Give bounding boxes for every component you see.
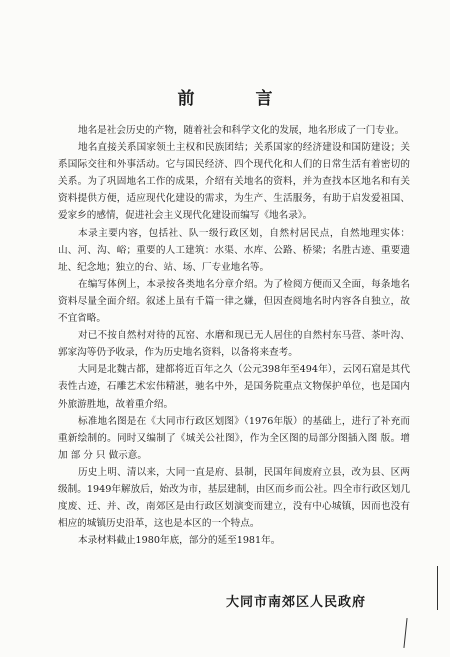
paragraph: 历史上明、清以来，大同一直是府、县制，民国年间废府立县，改为县、区两级制。1949年解放后，始改为市，基层建制，由区而乡而公社。四全市行政区划几度废、迁、并、改，南郊区是由行政区划演变而建立，没有中心城镇，因而也没有相应的城镇历史沿革，这也是本区的一个特点。 bbox=[58, 466, 410, 530]
paragraph: 标准地名图是在《大同市行政区划图》（1976年版）的基础上，进行了补充而重新绘制的。同时又编制了《城关公社图》，作为全区图的局部分图插入图 版。增 加 部 分 只 做示意。 bbox=[58, 415, 410, 461]
paragraph: 地名直接关系国家领土主权和民族团结；关系国家的经济建设和国防建设；关系国际交往和外事活动。它与国民经济、四个现代化和人们的日常生活有着密切的关系。为了巩固地名工作的成果，介绍有关地名的资料，并为查找本区地名和有关资料提供方便，适应现代化建设的需求，为生产、生活服务，有助于启发爱祖国、爱家乡的感情，促进社会主义现代化建设而编写《地名录》。 bbox=[58, 142, 410, 222]
page-edge-mark bbox=[437, 566, 438, 610]
signature: 大同市南郊区人民政府 bbox=[226, 595, 367, 610]
paragraph: 在编写体例上，本录按各类地名分章介绍。为了检阅方便而又全面，每条地名资料尽量全面介绍。叙述上虽有千篇一律之嫌，但因查阅地名时内容各自独立，故不宜省略。 bbox=[58, 278, 410, 325]
page-edge-mark bbox=[403, 618, 407, 648]
paragraph: 本录材料截止1980年底，部分的延至1981年。 bbox=[78, 535, 281, 547]
paragraph: 本录主要内容，包括社、队一级行政区划，自然村居民点，自然地理实体：山、河、沟、峪；重要的人工建筑：水渠、水库、公路、桥梁；名胜古迹、重要遗址、纪念地；独立的台、站、场、厂专业地名等。 bbox=[58, 227, 410, 273]
paragraph: 地名是社会历史的产物，随着社会和科学文化的发展，地名形成了一门专业。 bbox=[78, 125, 405, 136]
paragraph: 对已不按自然村对待的瓦窑、水磨和现已无人居住的自然村东马营、茶叶沟、郭家沟等仍予收录，作为历史地名资料，以备将来查考。 bbox=[58, 330, 410, 359]
paragraph: 大同是北魏古都，建都将近百年之久（公元398年至494年），云冈石窟是其代表性古迹，石雕艺术宏伟精湛，驰名中外，是国务院重点文物保护单位，也是国内外旅游胜地，故着重介绍。 bbox=[58, 364, 410, 410]
page-title: 前 言 bbox=[177, 89, 295, 109]
preface-body bbox=[58, 122, 410, 549]
